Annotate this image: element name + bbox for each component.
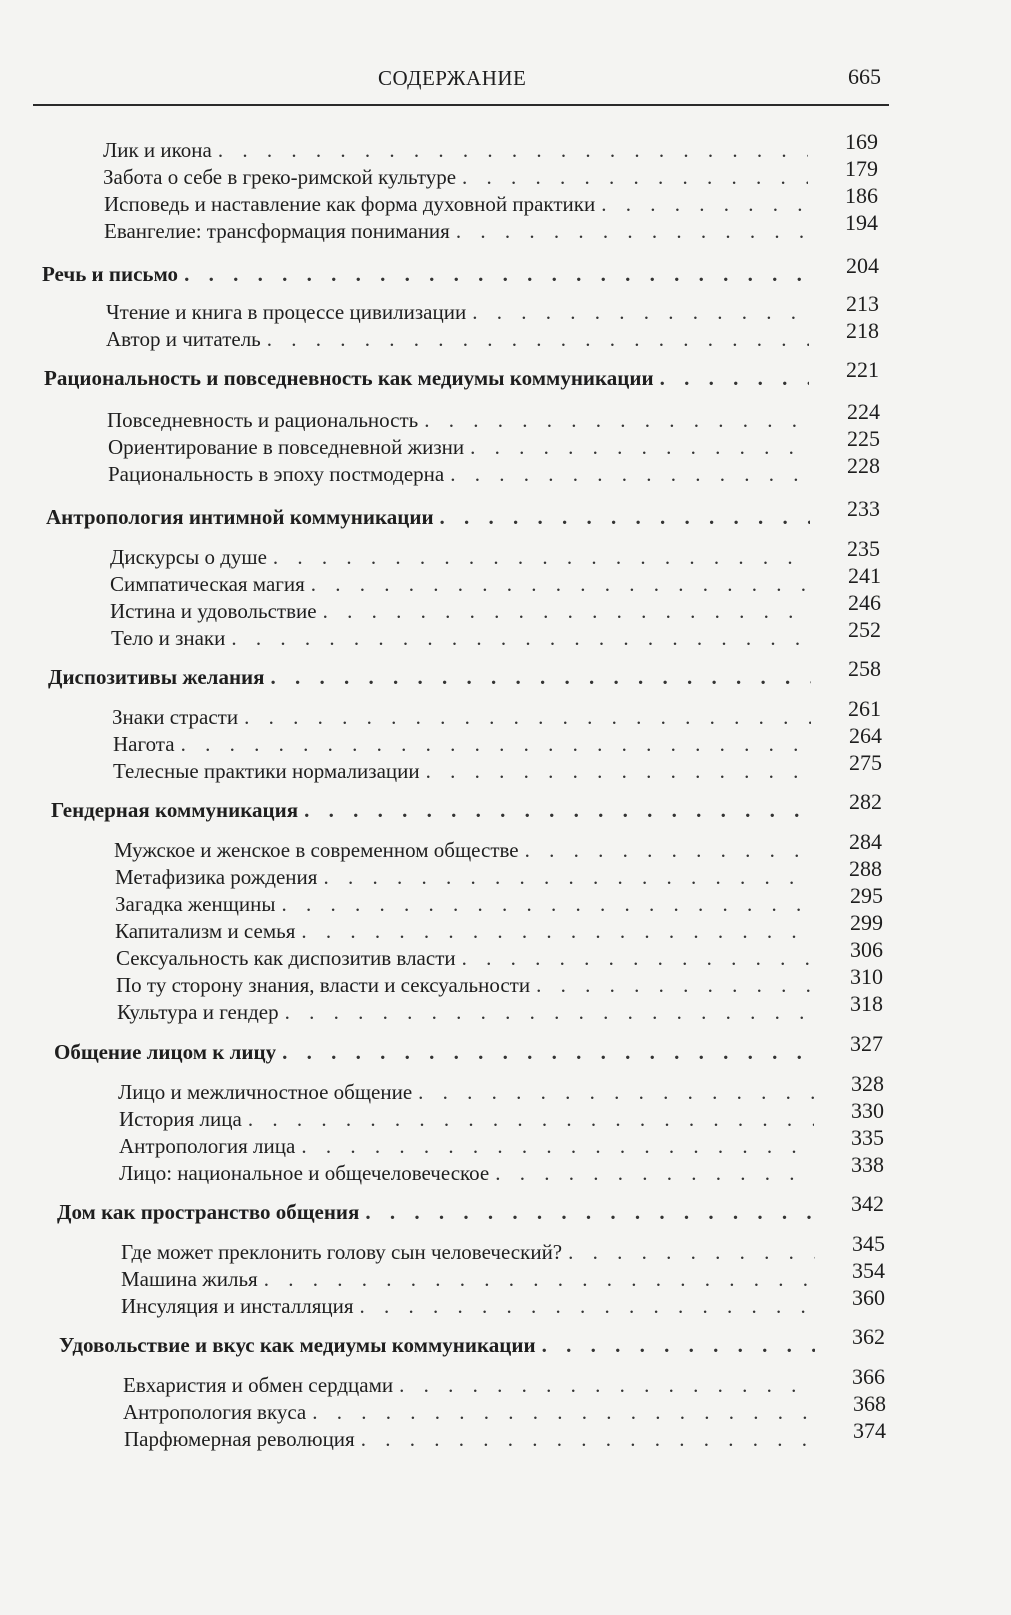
toc-section	[54, 1040, 813, 1066]
toc-entry-title: Машина жилья	[121, 1267, 258, 1291]
toc-entry	[113, 759, 812, 785]
toc-entry	[118, 1080, 814, 1106]
toc-entry	[116, 973, 813, 999]
toc-entry	[111, 626, 811, 652]
toc-entry	[103, 138, 808, 164]
dot-leader	[472, 300, 809, 325]
toc-page-number: 335	[851, 1125, 884, 1150]
toc-page-number: 218	[846, 318, 879, 343]
toc-entry-title: Повседневность и рациональность	[107, 408, 419, 432]
toc-page-number: 327	[850, 1031, 883, 1056]
dot-leader	[281, 892, 813, 917]
toc-section-title: Антропология интимной коммуникации	[46, 505, 434, 529]
dot-leader	[285, 1000, 813, 1025]
toc-section	[46, 505, 810, 531]
toc-section-title: Удовольствие и вкус как медиумы коммуникации	[59, 1333, 536, 1357]
dot-leader	[248, 1107, 814, 1132]
toc-page-number: 246	[848, 590, 881, 615]
toc-page-number: 275	[849, 750, 882, 775]
toc-entry-title: Знаки страсти	[112, 705, 239, 729]
dot-leader	[360, 1294, 815, 1319]
toc-page-number: 374	[853, 1418, 886, 1443]
toc-page-number: 213	[846, 291, 879, 316]
dot-leader	[311, 572, 811, 597]
dot-leader	[304, 798, 812, 823]
toc-page-number: 241	[848, 563, 881, 588]
toc-entry-title: Рациональность в эпоху постмодерна	[108, 462, 445, 486]
toc-entry	[119, 1134, 814, 1160]
dot-leader	[361, 1427, 816, 1452]
toc-page-number: 354	[852, 1258, 885, 1283]
toc-entry	[106, 327, 809, 353]
toc-section-title: Общение лицом к лицу	[54, 1040, 277, 1064]
toc-entry	[115, 919, 813, 945]
toc-entry	[121, 1294, 815, 1320]
toc-entry	[121, 1240, 815, 1266]
toc-page-number: 338	[851, 1152, 884, 1177]
toc-entry	[110, 572, 811, 598]
toc-page-number: 258	[848, 656, 881, 681]
toc-page-number: 224	[847, 399, 880, 424]
toc-entry	[110, 545, 810, 571]
toc-entry	[113, 732, 812, 758]
toc-entry-title: Капитализм и семья	[115, 919, 296, 943]
dot-leader	[301, 1134, 814, 1159]
toc-page-number: 235	[847, 536, 880, 561]
toc-page-number: 228	[847, 453, 880, 478]
dot-leader	[424, 408, 810, 433]
toc-page-number: 204	[846, 253, 879, 278]
toc-entry-title: Телесные практики нормализации	[113, 759, 420, 783]
toc-page-number: 261	[848, 696, 881, 721]
toc-entry-title: Забота о себе в греко-римской культуре	[103, 165, 457, 189]
dot-leader	[184, 262, 809, 287]
toc-entry-title: Антропология вкуса	[123, 1400, 307, 1424]
dot-leader	[456, 219, 808, 244]
toc-entry	[121, 1267, 815, 1293]
toc-entry	[108, 462, 810, 488]
toc-entry	[110, 599, 811, 625]
toc-section-title: Речь и письмо	[42, 262, 179, 286]
dot-leader	[231, 626, 811, 651]
dot-leader	[601, 192, 808, 217]
toc-entry-title: Истина и удовольствие	[110, 599, 317, 623]
toc-page-number: 221	[846, 357, 879, 382]
toc-page-number: 252	[848, 617, 881, 642]
toc-page-number: 186	[845, 183, 878, 208]
toc-entry-title: Евхаристия и обмен сердцами	[123, 1373, 394, 1397]
toc-entry	[112, 705, 811, 731]
dot-leader	[568, 1240, 815, 1265]
toc-entry-title: Лик и икона	[103, 138, 212, 162]
toc-page-number: 282	[849, 789, 882, 814]
toc-page-number: 288	[849, 856, 882, 881]
toc-entry-title: Загадка женщины	[115, 892, 276, 916]
toc-page-number: 233	[847, 496, 880, 521]
dot-leader	[536, 973, 813, 998]
toc-entry	[115, 865, 812, 891]
dot-leader	[426, 759, 812, 784]
toc-entry-title: Исповедь и наставление как форма духовной практики	[104, 192, 596, 216]
dot-leader	[495, 1161, 814, 1186]
toc-page-number: 179	[845, 156, 878, 181]
dot-leader	[418, 1080, 814, 1105]
dot-leader	[462, 946, 813, 971]
dot-leader	[462, 165, 808, 190]
toc-entry	[104, 219, 808, 245]
toc-page-number: 362	[852, 1324, 885, 1349]
toc-page-number: 310	[850, 964, 883, 989]
toc-entry	[106, 300, 809, 326]
toc-page-number: 342	[851, 1191, 884, 1216]
toc-entry	[114, 838, 812, 864]
toc-section-title: Рациональность и повседневность как медиумы коммуникации	[44, 366, 654, 390]
toc-section-title: Дом как пространство общения	[57, 1200, 360, 1224]
toc-section-title: Диспозитивы желания	[48, 665, 265, 689]
toc-page-number: 264	[849, 723, 882, 748]
toc-entry-title: Мужское и женское в современном обществе	[114, 838, 519, 862]
toc-entry	[107, 408, 810, 434]
dot-leader	[440, 505, 810, 530]
toc-entry-title: Инсуляция и инсталляция	[121, 1294, 354, 1318]
dot-leader	[660, 366, 809, 391]
toc-entry-title: Ориентирование в повседневной жизни	[108, 435, 465, 459]
toc-section-title: Гендерная коммуникация	[51, 798, 299, 822]
dot-leader	[525, 838, 812, 863]
dot-leader	[542, 1333, 815, 1358]
dot-leader	[312, 1400, 816, 1425]
toc-entry-title: По ту сторону знания, власти и сексуальности	[116, 973, 531, 997]
toc-entry-title: Парфюмерная революция	[124, 1427, 355, 1451]
toc-page-number: 328	[851, 1071, 884, 1096]
toc-page-number: 360	[852, 1285, 885, 1310]
toc-entry-title: Тело и знаки	[111, 626, 226, 650]
toc-entry	[123, 1373, 815, 1399]
toc-section	[59, 1333, 815, 1359]
toc-section	[57, 1200, 814, 1226]
toc-entry-title: История лица	[119, 1107, 242, 1131]
toc-page-number: 284	[849, 829, 882, 854]
toc-page-number: 169	[845, 129, 878, 154]
dot-leader	[273, 545, 810, 570]
toc-entry-title: Дискурсы о душе	[110, 545, 267, 569]
dot-leader	[218, 138, 808, 163]
dot-leader	[267, 327, 809, 352]
toc-entry-title: Чтение и книга в процессе цивилизации	[106, 300, 467, 324]
toc-page-number: 368	[853, 1391, 886, 1416]
dot-leader	[181, 732, 812, 757]
dot-leader	[450, 462, 810, 487]
toc-entry	[108, 435, 810, 461]
dot-leader	[470, 435, 810, 460]
toc-page-number: 330	[851, 1098, 884, 1123]
toc-section	[51, 798, 812, 824]
toc-entry-title: Автор и читатель	[106, 327, 261, 351]
toc-page-number: 194	[845, 210, 878, 235]
toc-page-number: 345	[852, 1231, 885, 1256]
toc-entry	[115, 892, 813, 918]
running-title: СОДЕРЖАНИЕ	[378, 66, 527, 90]
toc-entry	[116, 946, 813, 972]
dot-leader	[323, 865, 812, 890]
toc-entry-title: Нагота	[113, 732, 175, 756]
toc-entry-title: Симпатическая магия	[110, 572, 305, 596]
toc-entry	[104, 192, 808, 218]
toc-section	[42, 262, 809, 288]
toc-entry-title: Где может преклонить голову сын человеческий?	[121, 1240, 563, 1264]
toc-page-number: 295	[850, 883, 883, 908]
toc-page-number: 366	[852, 1364, 885, 1389]
toc-page-number: 299	[850, 910, 883, 935]
toc-entry	[124, 1427, 816, 1453]
toc-entry-title: Метафизика рождения	[115, 865, 318, 889]
dot-leader	[271, 665, 811, 690]
dot-leader	[399, 1373, 815, 1398]
toc-entry-title: Антропология лица	[119, 1134, 296, 1158]
dot-leader	[365, 1200, 814, 1225]
toc-entry-title: Сексуальность как диспозитив власти	[116, 946, 456, 970]
dot-leader	[264, 1267, 815, 1292]
dot-leader	[301, 919, 813, 944]
toc-page-number: 318	[850, 991, 883, 1016]
running-page-number: 665	[848, 64, 881, 89]
dot-leader	[244, 705, 811, 730]
toc-section	[44, 366, 809, 392]
toc-entry	[119, 1107, 814, 1133]
toc-section	[48, 665, 811, 691]
toc-entry	[117, 1000, 813, 1026]
toc-entry-title: Культура и гендер	[117, 1000, 279, 1024]
toc-page-number: 225	[847, 426, 880, 451]
toc-entry-title: Лицо и межличностное общение	[118, 1080, 413, 1104]
toc-entry	[103, 165, 808, 191]
toc-entry-title: Лицо: национальное и общечеловеческое	[119, 1161, 490, 1185]
toc-entry	[119, 1161, 814, 1187]
toc-entry-title: Евангелие: трансформация понимания	[104, 219, 450, 243]
dot-leader	[323, 599, 811, 624]
dot-leader	[282, 1040, 813, 1065]
toc-page-number: 306	[850, 937, 883, 962]
toc-entry	[123, 1400, 816, 1426]
